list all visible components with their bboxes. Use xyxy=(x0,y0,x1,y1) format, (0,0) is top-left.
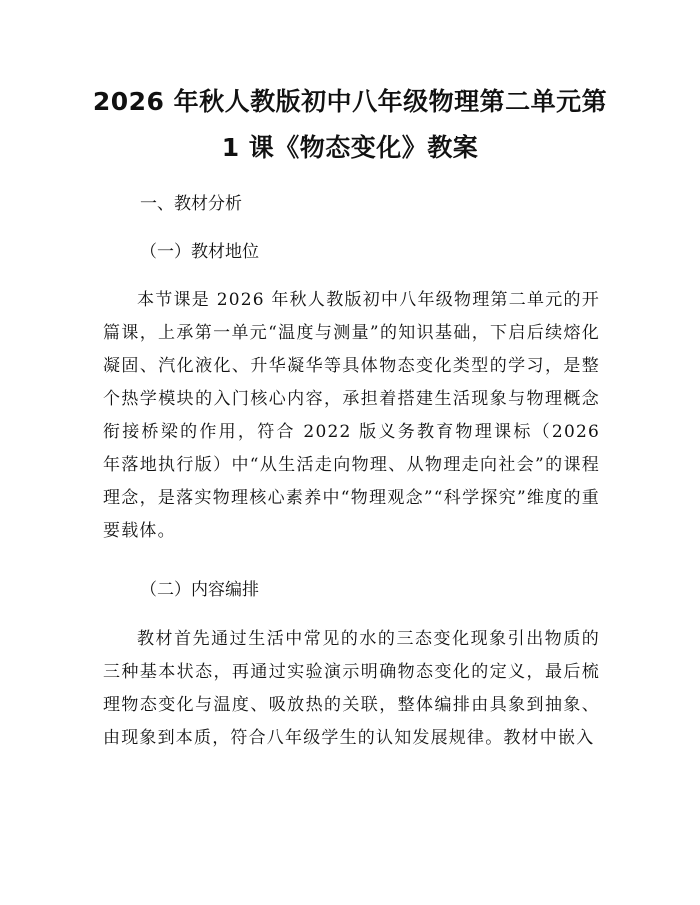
subsection-heading-textbook-position: （一）教材地位 xyxy=(140,242,259,262)
section-heading-textbook-analysis: 一、教材分析 xyxy=(140,194,242,214)
paragraph-content-arrangement: 教材首先通过生活中常见的水的三态变化现象引出物质的三种基本状态，再通过实验演示明确物态变化的定义，最后梳理物态变化与温度、吸放热的关联，整体编排由具象到抽象、由现象到本质，符合八年级学生的认知发展规律。教材中嵌入 xyxy=(103,629,600,748)
subsection-heading-content-arrangement: （二）内容编排 xyxy=(140,580,259,600)
paragraph-textbook-position: 本节课是 2026 年秋人教版初中八年级物理第二单元的开篇课，上承第一单元“温度与测量”的知识基础，下启后续熔化凝固、汽化液化、升华凝华等具体物态变化类型的学习，是整个热学模块的入门核心内容，承担着搭建生活现象与物理概念衔接桥梁的作用，符合 2022 版义务教育物理课标（2026 年落地执行版）中“从生活走向物理、从物理走向社会”的课程理念，是落实物理核心素养中“物理观念”“科学探究”维度的重要载体。 xyxy=(103,290,600,541)
document-title-line-1: 2026 年秋人教版初中八年级物理第二单元第 xyxy=(92,87,608,116)
document-title-line-2: 1 课《物态变化》教案 xyxy=(221,133,479,162)
